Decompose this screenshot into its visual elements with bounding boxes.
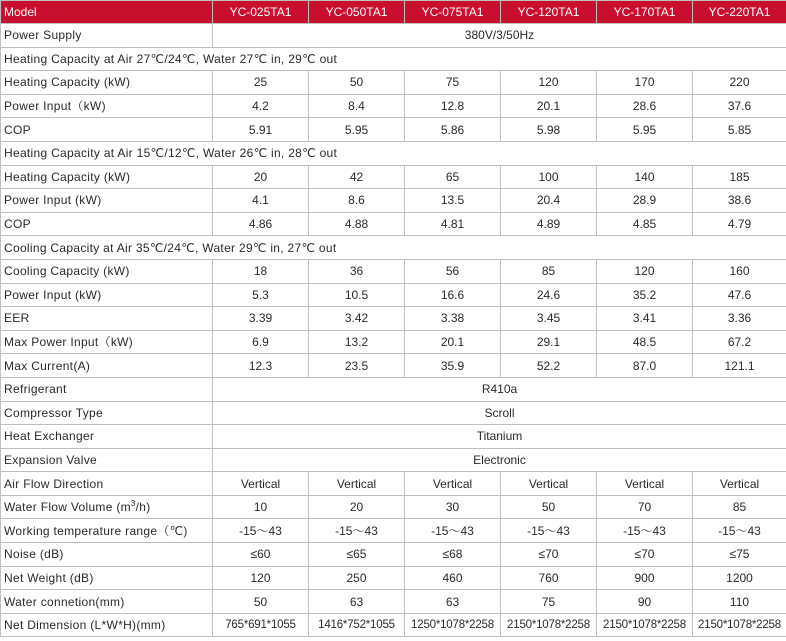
spec-label: Working temperature range（℃) bbox=[1, 519, 213, 543]
spec-value: 52.2 bbox=[501, 354, 597, 378]
spec-value: 4.81 bbox=[405, 212, 501, 236]
section-row bbox=[1, 47, 786, 71]
spec-row bbox=[1, 118, 786, 142]
spec-value: Vertical bbox=[693, 472, 786, 496]
spec-row bbox=[1, 259, 786, 283]
section-title: Cooling Capacity at Air 35℃/24℃, Water 29℃ in, 27℃ out bbox=[1, 236, 786, 260]
spec-value: 3.36 bbox=[693, 307, 786, 331]
spec-value: ≤60 bbox=[213, 543, 309, 567]
spec-value: 5.98 bbox=[501, 118, 597, 142]
spec-value: 63 bbox=[309, 590, 405, 614]
spec-value: 20.4 bbox=[501, 189, 597, 213]
spec-value: -15～43 bbox=[405, 519, 501, 543]
spec-value: 75 bbox=[405, 71, 501, 95]
spec-value: ≤65 bbox=[309, 543, 405, 567]
spec-value: -15～43 bbox=[501, 519, 597, 543]
spec-value: 5.95 bbox=[309, 118, 405, 142]
spec-row bbox=[1, 189, 786, 213]
spec-value: 3.41 bbox=[597, 307, 693, 331]
spec-row bbox=[1, 165, 786, 189]
spec-value: 3.39 bbox=[213, 307, 309, 331]
spec-value: 50 bbox=[309, 71, 405, 95]
spec-value: 2150*1078*2258 bbox=[501, 613, 597, 637]
header-row bbox=[1, 1, 786, 24]
spec-value: 56 bbox=[405, 259, 501, 283]
spec-label bbox=[1, 495, 213, 519]
spec-value: -15～43 bbox=[693, 519, 786, 543]
spec-value: 3.45 bbox=[501, 307, 597, 331]
spec-row bbox=[1, 94, 786, 118]
spec-value: 460 bbox=[405, 566, 501, 590]
spec-value: -15～43 bbox=[597, 519, 693, 543]
spec-value: 12.8 bbox=[405, 94, 501, 118]
spec-row bbox=[1, 307, 786, 331]
spec-value: 65 bbox=[405, 165, 501, 189]
spec-value: 5.91 bbox=[213, 118, 309, 142]
spec-label: Power Input (kW) bbox=[1, 189, 213, 213]
spec-value: 120 bbox=[597, 259, 693, 283]
spec-value: 5.86 bbox=[405, 118, 501, 142]
spec-value: 760 bbox=[501, 566, 597, 590]
spec-value: 170 bbox=[597, 71, 693, 95]
spec-value: 63 bbox=[405, 590, 501, 614]
spec-value: 121.1 bbox=[693, 354, 786, 378]
spec-value: Vertical bbox=[309, 472, 405, 496]
spec-row bbox=[1, 24, 786, 48]
spec-value: 900 bbox=[597, 566, 693, 590]
spec-label: Net Weight (dB) bbox=[1, 566, 213, 590]
spec-label-text: Water Flow Volume (m bbox=[4, 500, 131, 515]
spec-label: Compressor Type bbox=[1, 401, 213, 425]
model-name: YC-120TA1 bbox=[501, 1, 597, 24]
spec-value: 20.1 bbox=[501, 94, 597, 118]
spec-value: 36 bbox=[309, 259, 405, 283]
spec-value: ≤70 bbox=[501, 543, 597, 567]
spec-value: ≤70 bbox=[597, 543, 693, 567]
spec-value: 4.86 bbox=[213, 212, 309, 236]
spec-value: 20 bbox=[309, 495, 405, 519]
spec-value: -15～43 bbox=[213, 519, 309, 543]
spec-label: Expansion Valve bbox=[1, 448, 213, 472]
model-name: YC-050TA1 bbox=[309, 1, 405, 24]
spec-value: 87.0 bbox=[597, 354, 693, 378]
spec-value: 50 bbox=[213, 590, 309, 614]
section-row bbox=[1, 236, 786, 260]
spec-common-value: R410a bbox=[213, 377, 786, 401]
spec-value: 4.1 bbox=[213, 189, 309, 213]
spec-label: Power Supply bbox=[1, 24, 213, 48]
spec-value: 1416*752*1055 bbox=[309, 613, 405, 637]
spec-value: 2150*1078*2258 bbox=[693, 613, 786, 637]
spec-value: Vertical bbox=[213, 472, 309, 496]
spec-common-value: Scroll bbox=[213, 401, 786, 425]
spec-value: 1250*1078*2258 bbox=[405, 613, 501, 637]
spec-label: Heat Exchanger bbox=[1, 425, 213, 449]
spec-label: COP bbox=[1, 212, 213, 236]
spec-value: 48.5 bbox=[597, 330, 693, 354]
spec-value: 3.38 bbox=[405, 307, 501, 331]
spec-value: ≤75 bbox=[693, 543, 786, 567]
spec-row bbox=[1, 425, 786, 449]
spec-row bbox=[1, 71, 786, 95]
spec-value: 220 bbox=[693, 71, 786, 95]
spec-row bbox=[1, 377, 786, 401]
spec-label: Noise (dB) bbox=[1, 543, 213, 567]
spec-value: 4.88 bbox=[309, 212, 405, 236]
spec-value: 100 bbox=[501, 165, 597, 189]
spec-value: 38.6 bbox=[693, 189, 786, 213]
spec-label: Heating Capacity (kW) bbox=[1, 71, 213, 95]
spec-value: 85 bbox=[693, 495, 786, 519]
spec-value: 120 bbox=[501, 71, 597, 95]
spec-value: Vertical bbox=[597, 472, 693, 496]
spec-value: Vertical bbox=[405, 472, 501, 496]
spec-value: 24.6 bbox=[501, 283, 597, 307]
spec-value: 28.6 bbox=[597, 94, 693, 118]
model-name: YC-025TA1 bbox=[213, 1, 309, 24]
spec-row bbox=[1, 354, 786, 378]
spec-value: 37.6 bbox=[693, 94, 786, 118]
spec-value: 25 bbox=[213, 71, 309, 95]
spec-value: 85 bbox=[501, 259, 597, 283]
spec-value: 4.85 bbox=[597, 212, 693, 236]
spec-value: 4.89 bbox=[501, 212, 597, 236]
spec-row bbox=[1, 590, 786, 614]
spec-value: 3.42 bbox=[309, 307, 405, 331]
spec-label: Water connetion(mm) bbox=[1, 590, 213, 614]
spec-value: 120 bbox=[213, 566, 309, 590]
spec-label: EER bbox=[1, 307, 213, 331]
spec-value: 90 bbox=[597, 590, 693, 614]
spec-common-value: 380V/3/50Hz bbox=[213, 24, 786, 48]
spec-value: 4.2 bbox=[213, 94, 309, 118]
spec-value: 185 bbox=[693, 165, 786, 189]
spec-label: Power Input（kW) bbox=[1, 94, 213, 118]
spec-value: 140 bbox=[597, 165, 693, 189]
spec-value: 35.2 bbox=[597, 283, 693, 307]
spec-row bbox=[1, 613, 786, 637]
spec-value: 75 bbox=[501, 590, 597, 614]
spec-label: Power Input (kW) bbox=[1, 283, 213, 307]
spec-label: Heating Capacity (kW) bbox=[1, 165, 213, 189]
spec-row bbox=[1, 519, 786, 543]
spec-value: 2150*1078*2258 bbox=[597, 613, 693, 637]
spec-row bbox=[1, 212, 786, 236]
spec-common-value: Titanium bbox=[213, 425, 786, 449]
spec-value: 6.9 bbox=[213, 330, 309, 354]
spec-value: 4.79 bbox=[693, 212, 786, 236]
model-name: YC-170TA1 bbox=[597, 1, 693, 24]
spec-value: 765*691*1055 bbox=[213, 613, 309, 637]
spec-value: 16.6 bbox=[405, 283, 501, 307]
spec-label-superscript: 3 bbox=[130, 499, 136, 509]
spec-value: 28.9 bbox=[597, 189, 693, 213]
spec-row bbox=[1, 448, 786, 472]
spec-label-tail: /h) bbox=[135, 500, 151, 515]
spec-value: 5.95 bbox=[597, 118, 693, 142]
spec-value: 23.5 bbox=[309, 354, 405, 378]
spec-value: 70 bbox=[597, 495, 693, 519]
spec-value: 50 bbox=[501, 495, 597, 519]
spec-label: Max Current(A) bbox=[1, 354, 213, 378]
spec-value: 8.4 bbox=[309, 94, 405, 118]
spec-label: Refrigerant bbox=[1, 377, 213, 401]
spec-value: 20.1 bbox=[405, 330, 501, 354]
spec-common-value: Electronic bbox=[213, 448, 786, 472]
spec-value: 250 bbox=[309, 566, 405, 590]
spec-value: 110 bbox=[693, 590, 786, 614]
spec-row bbox=[1, 330, 786, 354]
spec-row bbox=[1, 543, 786, 567]
spec-value: 42 bbox=[309, 165, 405, 189]
spec-value: 35.9 bbox=[405, 354, 501, 378]
spec-value: 47.6 bbox=[693, 283, 786, 307]
spec-table-body bbox=[1, 24, 786, 637]
spec-value: Vertical bbox=[501, 472, 597, 496]
spec-label: Air Flow Direction bbox=[1, 472, 213, 496]
spec-label: COP bbox=[1, 118, 213, 142]
model-name: YC-220TA1 bbox=[693, 1, 786, 24]
section-title: Heating Capacity at Air 27℃/24℃, Water 27℃ in, 29℃ out bbox=[1, 47, 786, 71]
spec-value: 160 bbox=[693, 259, 786, 283]
spec-row bbox=[1, 472, 786, 496]
spec-label: Cooling Capacity (kW) bbox=[1, 259, 213, 283]
spec-value: 29.1 bbox=[501, 330, 597, 354]
spec-value: 8.6 bbox=[309, 189, 405, 213]
header-model-label: Model bbox=[1, 1, 213, 24]
spec-label: Max Power Input（kW) bbox=[1, 330, 213, 354]
spec-value: 13.5 bbox=[405, 189, 501, 213]
spec-value: 13.2 bbox=[309, 330, 405, 354]
spec-value: -15～43 bbox=[309, 519, 405, 543]
spec-label: Net Dimension (L*W*H)(mm) bbox=[1, 613, 213, 637]
spec-value: 10.5 bbox=[309, 283, 405, 307]
spec-row bbox=[1, 495, 786, 519]
spec-value: 5.85 bbox=[693, 118, 786, 142]
spec-row bbox=[1, 566, 786, 590]
spec-value: 5.3 bbox=[213, 283, 309, 307]
spec-value: 30 bbox=[405, 495, 501, 519]
section-title: Heating Capacity at Air 15℃/12℃, Water 26℃ in, 28℃ out bbox=[1, 141, 786, 165]
spec-value: 10 bbox=[213, 495, 309, 519]
spec-value: 1200 bbox=[693, 566, 786, 590]
section-row bbox=[1, 141, 786, 165]
spec-row bbox=[1, 283, 786, 307]
spec-value: 12.3 bbox=[213, 354, 309, 378]
spec-value: ≤68 bbox=[405, 543, 501, 567]
spec-value: 18 bbox=[213, 259, 309, 283]
model-name: YC-075TA1 bbox=[405, 1, 501, 24]
spec-row bbox=[1, 401, 786, 425]
spec-value: 20 bbox=[213, 165, 309, 189]
spec-value: 67.2 bbox=[693, 330, 786, 354]
